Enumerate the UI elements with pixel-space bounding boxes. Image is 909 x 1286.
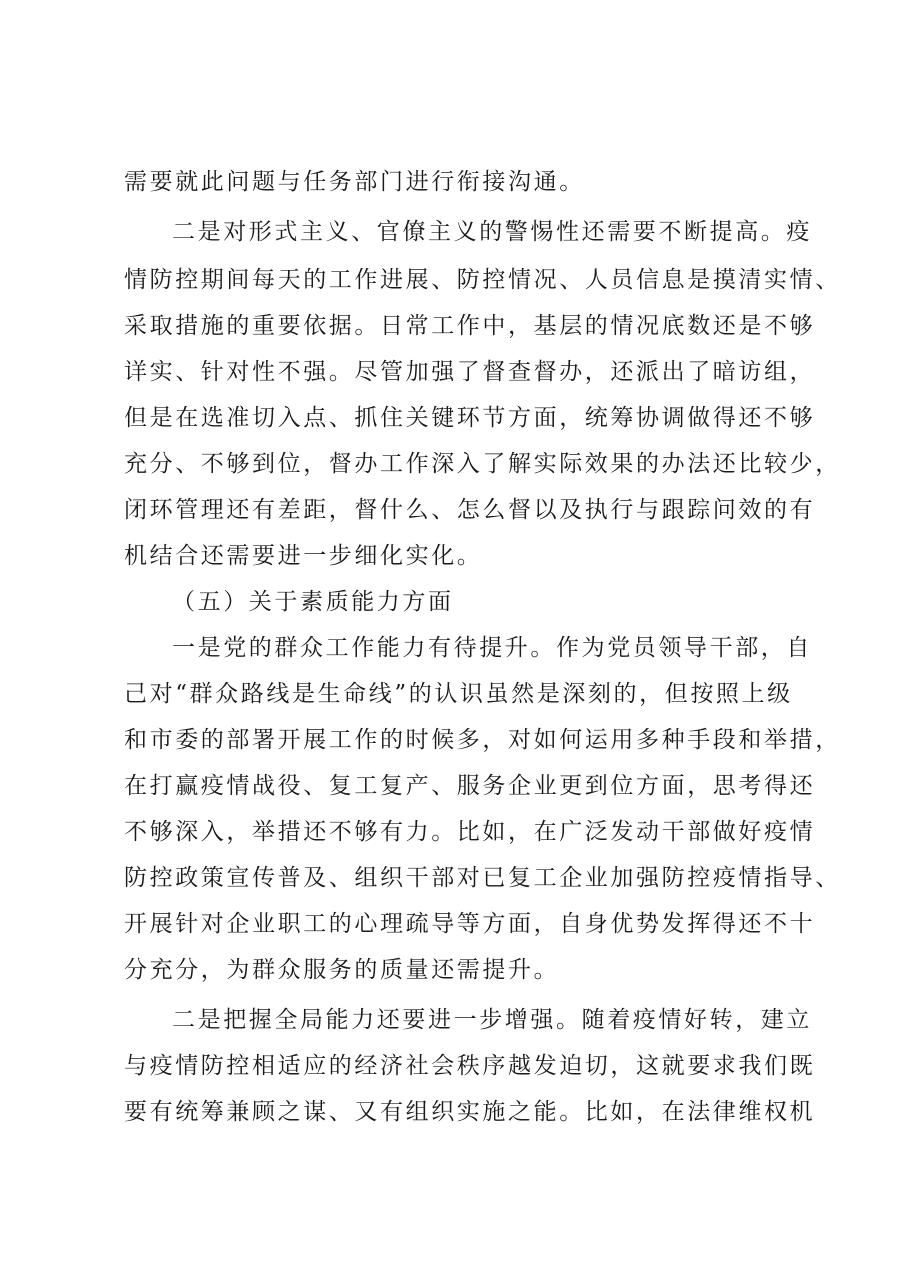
body-text-line: 详实、针对性不强。尽管加强了督查督办，还派出了暗访组，: [124, 359, 816, 385]
body-text-line: 和市委的部署开展工作的时候多，对如何运用多种手段和举措，: [124, 727, 841, 753]
body-text-line: 要有统筹兼顾之谋、又有组织实施之能。比如，在法律维权机: [124, 1099, 816, 1125]
body-text-line: 开展针对企业职工的心理疏导等方面，自身优势发挥得还不十: [124, 911, 816, 937]
body-text-line: 但是在选准切入点、抓住关键环节方面，统筹协调做得还不够: [124, 405, 816, 431]
body-text-line: 采取措施的重要依据。日常工作中，基层的情况底数还是不够: [124, 313, 816, 339]
paragraph-first-line: 二是对形式主义、官僚主义的警惕性还需要不断提高。疫: [172, 219, 812, 245]
body-text-line: 机结合还需要进一步细化实化。: [124, 543, 483, 569]
body-text-line: 闭环管理还有差距，督什么、怎么督以及执行与跟踪问效的有: [124, 497, 816, 523]
body-text-line: 分充分，为群众服务的质量还需提升。: [124, 957, 560, 983]
body-text-line: 情防控期间每天的工作进展、防控情况、人员信息是摸清实情、: [124, 267, 841, 293]
section-heading: （五）关于素质能力方面: [172, 589, 454, 615]
body-text-line: 在打赢疫情战役、复工复产、服务企业更到位方面，思考得还: [124, 773, 816, 799]
paragraph-first-line: 一是党的群众工作能力有待提升。作为党员领导干部，自: [172, 635, 812, 661]
body-text-line: 与疫情防控相适应的经济社会秩序越发迫切，这就要求我们既: [124, 1053, 816, 1079]
body-text-line: 防控政策宣传普及、组织干部对已复工企业加强防控疫情指导、: [124, 865, 841, 891]
body-text-line: 己对“群众路线是生命线”的认识虽然是深刻的，但按照上级: [124, 681, 793, 707]
body-text-line: 需要就此问题与任务部门进行衔接沟通。: [124, 169, 585, 195]
body-text-line: 不够深入，举措还不够有力。比如，在广泛发动干部做好疫情: [124, 819, 816, 845]
body-text-line: 充分、不够到位，督办工作深入了解实际效果的办法还比较少，: [124, 451, 841, 477]
paragraph-first-line: 二是把握全局能力还要进一步增强。随着疫情好转，建立: [172, 1007, 812, 1033]
